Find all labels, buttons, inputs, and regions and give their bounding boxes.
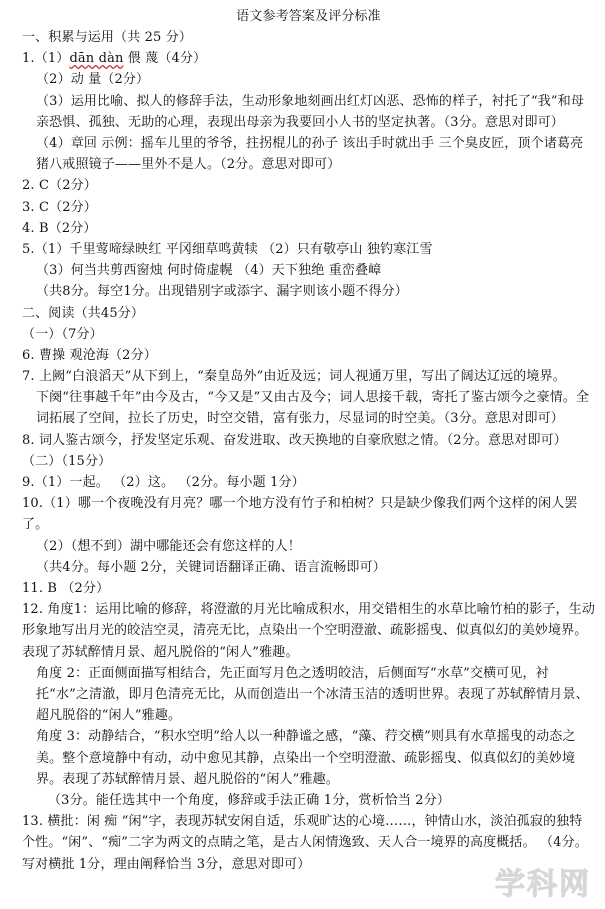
answer-line-q10c: （共4分。每小题 2分，关键词语翻译正确、语言流畅即可） (36, 559, 386, 575)
answer-line-q12a: 12. 角度1：运用比喻的修辞，将澄澈的月光比喻成积水，用交错相生的水草比喻竹柏的影子，生动形象地写出月光的皎洁空灵，清亮无比，点染出一个空明澄澈、疏影摇曳、似真似幻的美妙境界。表现了苏轼醉情月景、超凡脱俗的“闲人”雅趣。 (22, 602, 595, 660)
answer-line-q9: 9.（1）一起。 （2）这。 （2分。每小题 1分） (22, 475, 305, 491)
answer-line-s2: 二、阅读（共45分） (22, 305, 145, 321)
answer-line-q12b: 角度 2：正面侧面描写相结合，先正面写月色之透明皎洁，后侧面写“水草”交横可见，衬托“水”之清澈，即月色清亮无比，从而创造出一个冰清玉洁的透明世界。表现了苏轼醉情月景、超凡脱俗的“闲人”雅趣。 (36, 665, 589, 724)
answer-line-q6: 6. 曹操 观沧海（2分） (22, 347, 157, 363)
answer-line-q7b: 下阕“往事越千年”由今及古，“今又是”又由古及今；词人思接千载，寄托了鉴古颂今之豪情。全词拓展了空间，拉长了历史，时空交错，富有张力，尽显词的时空美。（3分。意思对即可） (36, 390, 590, 427)
document-title: 语文参考答案及评分标准 (236, 9, 381, 24)
answer-line-s2a: （一）（7分） (22, 326, 103, 342)
answer-line-q5b: （3）何当共剪西窗烛 何时倚虚幌 （4）天下独绝 重峦叠嶂 (36, 263, 382, 279)
answer-line-q4: 4. B（2分） (22, 220, 97, 236)
answer-line-q2: 2. C（2分） (22, 178, 97, 194)
answer-text: 偎 蔑（4分） (123, 51, 207, 67)
answer-line-q13: 13. 横批：闲 痴 “闲”字，表现苏轼安闲自适，乐观旷达的心境……，钟情山水，淡泊孤寂的独特个性。“闲”、“痴”二字为两文的点睛之笔，是古人闲情逸致、天人合一境界的高度概括。 （4分。写对横批 1分，理由阐释恰当 3分，意思对即可） (22, 814, 588, 872)
answer-text: 1.（1） (22, 51, 70, 67)
answer-line-q10a: 10.（1）哪一个夜晚没有月亮？哪一个地方没有竹子和柏树？只是缺少像我们两个这样的闲人罢了。 (22, 496, 578, 533)
answer-line-q7a: 7. 上阙“白浪滔天”从下到上，“秦皇岛外”由近及远；词人视通万里，写出了阔达辽远的境界。 (22, 369, 566, 385)
answer-line-q1d: （4）章回 示例：摇车儿里的爷爷，拄拐棍儿的孙子 该出手时就出手 三个臭皮匠，顶个诸葛亮 猪八戒照镜子——里外不是人。（2分。意思对即可） (36, 135, 584, 173)
answer-line-q8: 8. 词人鉴古颂今，抒发坚定乐观、奋发进取、改天换地的自豪欣慰之情。（2分。意思对即可） (22, 432, 567, 448)
answer-line-q5a: 5.（1）千里莺啼绿映红 平冈细草鸣黄犊 （2）只有敬亭山 独钓寒江雪 (22, 241, 433, 257)
answer-line-q1c: （3）运用比喻、拟人的修辞手法，生动形象地刻画出红灯凶恶、恐怖的样子，衬托了“我”和母亲恐惧、孤独、无助的心理，表现出母亲为我要回小人书的坚定执著。（3分。意思对即可） (36, 93, 585, 130)
answer-line-q1b: （2）动 量（2分） (36, 72, 150, 88)
answer-line-q5c: （共8分。每空1分。出现错别字或添字、漏字则该小题不得分） (36, 284, 408, 300)
answer-line-q10b: （2）（想不到）湖中哪能还会有您这样的人！ (36, 538, 301, 554)
watermark-text: 学科网 (495, 867, 591, 902)
pinyin-answer: dān dàn (69, 51, 124, 67)
answer-line-q12d: （3分。能任选其中一个角度，修辞或手法正确 1分，赏析恰当 2分） (48, 793, 451, 809)
document-body (22, 27, 595, 875)
answer-line-q11: 11. B （2分） (22, 581, 110, 597)
answer-line-s1: 一、积累与运用（共 25 分） (22, 30, 193, 45)
answer-line-q3: 3. C（2分） (22, 199, 97, 215)
answer-line-s2b: （二）（15分） (22, 453, 112, 469)
answer-line-q1a (22, 48, 595, 69)
answer-line-q12c: 角度 3：动静结合，“积水空明”给人以一种静谧之感，“藻、荇交横”则具有水草摇曳的动态之美。整个意境静中有动，动中愈见其静，点染出一个空明澄澈、疏影摇曳、似真似幻的美妙境界。表现了苏轼醉情月景、超凡脱俗的“闲人”雅趣。 (36, 729, 576, 787)
